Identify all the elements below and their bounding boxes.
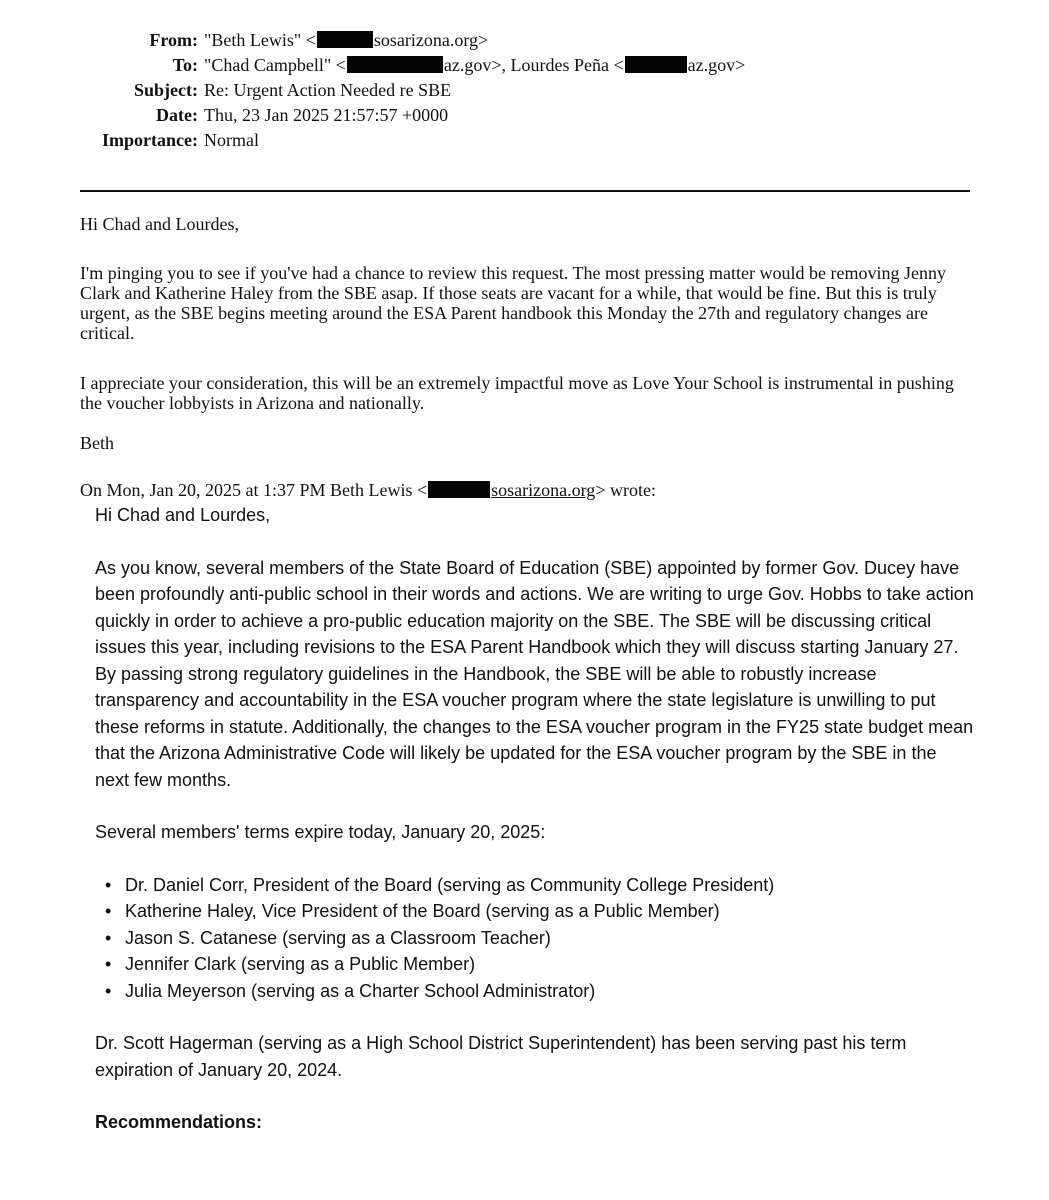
reply-paragraph: I'm pinging you to see if you've had a chance to review this request. The most pressing matter would be removing Jenny Clark and Katherine Haley from the SBE asap. If those seats are vacant for a while, that would be fine. But this is truly urgent, as the SBE begins meeting around the ESA Parent handbook this Monday the 27th and regulatory changes are critical. bbox=[80, 263, 946, 343]
redaction-block bbox=[317, 31, 373, 48]
recommendations-heading: Recommendations: bbox=[95, 1112, 263, 1132]
date-value: Thu, 23 Jan 2025 21:57:57 +0000 bbox=[204, 105, 449, 125]
reply-paragraph: I appreciate your consideration, this will be an extremely impactful move as Love Your School is instrumental in pushing the voucher lobbyists in Arizona and nationally. bbox=[80, 373, 954, 413]
list-item: • Katherine Haley, Vice President of the Board (serving as a Public Member) bbox=[117, 898, 975, 925]
date-label: Date: bbox=[156, 105, 198, 125]
importance-label: Importance: bbox=[102, 130, 198, 150]
importance-value: Normal bbox=[204, 130, 259, 150]
terms-intro: Several members' terms expire today, January 20, 2025: bbox=[95, 822, 546, 842]
redaction-block bbox=[625, 56, 687, 73]
importance-row bbox=[0, 128, 745, 153]
header-divider bbox=[80, 190, 970, 192]
from-label: From: bbox=[149, 30, 198, 50]
list-item: • Jason S. Catanese (serving as a Classroom Teacher) bbox=[117, 925, 975, 952]
subject-row bbox=[0, 78, 745, 103]
hagerman-paragraph: Dr. Scott Hagerman (serving as a High School District Superintendent) has been serving past his term expiration of January 20, 2024. bbox=[95, 1033, 907, 1080]
to-value: "Chad Campbell" < az.gov>, Lourdes Peña < az.gov> bbox=[204, 55, 746, 75]
from-row bbox=[0, 28, 745, 53]
list-item: • Dr. Daniel Corr, President of the Board (serving as Community College President) bbox=[117, 872, 975, 899]
quoted-greeting: Hi Chad and Lourdes, bbox=[95, 505, 271, 525]
to-row bbox=[0, 53, 745, 78]
to-label: To: bbox=[172, 55, 198, 75]
redaction-block bbox=[347, 56, 443, 73]
member-list bbox=[95, 872, 975, 1005]
from-value: "Beth Lewis" < sosarizona.org> bbox=[204, 30, 489, 50]
list-item: • Julia Meyerson (serving as a Charter School Administrator) bbox=[117, 978, 975, 1005]
email-header bbox=[0, 28, 745, 153]
quoted-paragraph: As you know, several members of the State Board of Education (SBE) appointed by former Gov. Ducey have been profoundly anti-public school in their words and actions. We are writing to urge Gov. Hobbs to take action quickly in order to achieve a pro-public education majority on the SBE. The SBE will be discussing critical issues this year, including revisions to the ESA Parent Handbook which they will discuss starting January 27. By passing strong regulatory guidelines in the Handbook, the SBE will be able to robustly increase transparency and accountability in the ESA voucher program where the state legislature is unwilling to put these reforms in statute. Additionally, the changes to the ESA voucher program in the FY25 state budget mean that the Arizona Administrative Code will likely be updated for the ESA voucher program by the SBE in the next few months. bbox=[95, 557, 974, 790]
reply-signoff: Beth bbox=[80, 433, 114, 453]
quoted-message bbox=[95, 502, 975, 1136]
list-item: • Jennifer Clark (serving as a Public Member) bbox=[117, 951, 975, 978]
subject-value: Re: Urgent Action Needed re SBE bbox=[204, 80, 452, 100]
date-row bbox=[0, 103, 745, 128]
subject-label: Subject: bbox=[134, 80, 198, 100]
quote-intro: On Mon, Jan 20, 2025 at 1:37 PM Beth Lewis < sosarizona.org> wrote: bbox=[80, 480, 656, 500]
quoted-email-link[interactable]: sosarizona.org bbox=[491, 480, 596, 500]
reply-greeting: Hi Chad and Lourdes, bbox=[80, 214, 239, 234]
redaction-block bbox=[428, 481, 490, 498]
